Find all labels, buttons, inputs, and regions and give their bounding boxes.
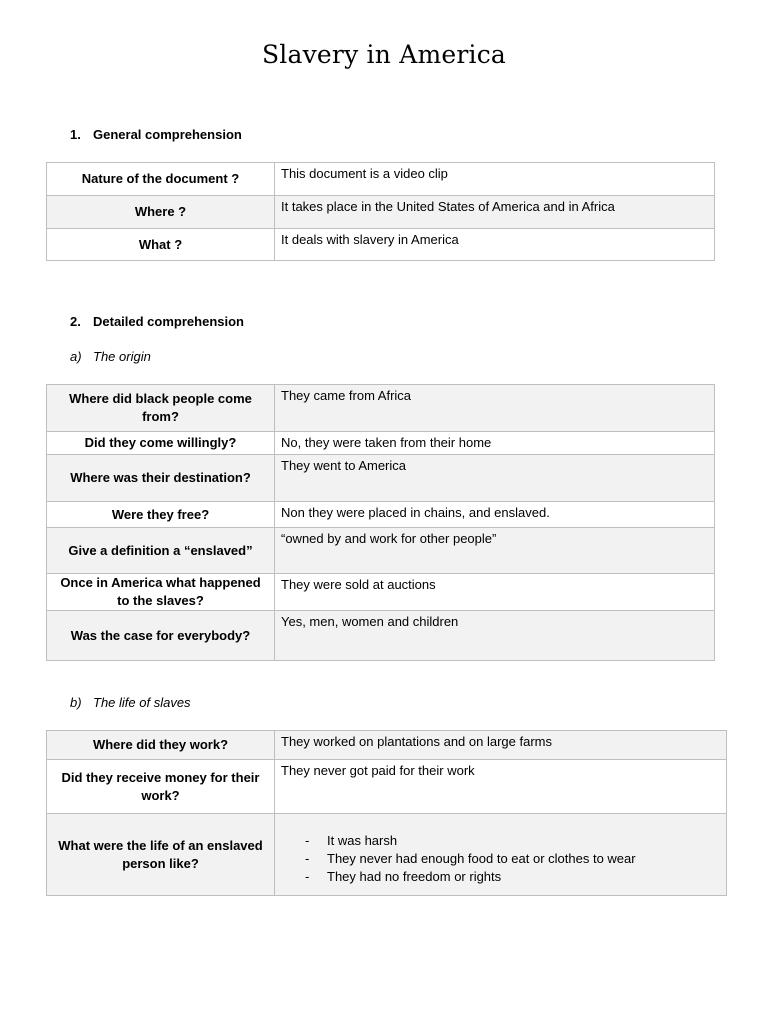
table-row <box>47 196 715 229</box>
section-number: 1. <box>70 127 81 142</box>
answer-cell: No, they were taken from their home <box>275 432 715 455</box>
answer-cell: Yes, men, women and children <box>275 611 715 661</box>
table-row <box>47 229 715 261</box>
subheading-text: The life of slaves <box>93 695 191 710</box>
answer-cell: They worked on plantations and on large farms <box>275 731 727 760</box>
question-cell: Were they free? <box>47 502 275 528</box>
answer-cell: They came from Africa <box>275 385 715 432</box>
question-cell: What ? <box>47 229 275 261</box>
general-comprehension-table <box>46 162 715 261</box>
subheading-text: The origin <box>93 349 151 364</box>
section-heading-text: General comprehension <box>93 127 242 142</box>
table-row <box>47 455 715 502</box>
table-row <box>47 760 727 814</box>
answer-cell: They never got paid for their work <box>275 760 727 814</box>
question-cell: Did they receive money for their work? <box>47 760 275 814</box>
question-cell: Nature of the document ? <box>47 163 275 196</box>
answer-cell: It takes place in the United States of America and in Africa <box>275 196 715 229</box>
answer-bullet-list <box>281 832 720 886</box>
life-of-slaves-table <box>46 730 727 896</box>
question-cell: Where was their destination? <box>47 455 275 502</box>
question-cell: What were the life of an enslaved person like? <box>47 814 275 896</box>
question-cell: Where did they work? <box>47 731 275 760</box>
section-heading-detailed <box>70 314 244 329</box>
table-row <box>47 814 727 896</box>
subheading-letter: b) <box>70 695 82 710</box>
table-row <box>47 163 715 196</box>
table-row <box>47 528 715 574</box>
question-cell: Did they come willingly? <box>47 432 275 455</box>
table-row <box>47 611 715 661</box>
list-item: - It was harsh <box>305 832 720 850</box>
table-row <box>47 385 715 432</box>
answer-cell: It deals with slavery in America <box>275 229 715 261</box>
question-cell: Where ? <box>47 196 275 229</box>
question-cell: Once in America what happened to the slaves? <box>47 574 275 611</box>
answer-cell: “owned by and work for other people” <box>275 528 715 574</box>
table-row <box>47 502 715 528</box>
subheading-origin <box>70 349 151 364</box>
answer-cell: They were sold at auctions <box>275 574 715 611</box>
list-item: - They never had enough food to eat or clothes to wear <box>305 850 720 868</box>
answer-cell: Non they were placed in chains, and enslaved. <box>275 502 715 528</box>
question-cell: Was the case for everybody? <box>47 611 275 661</box>
list-item: - They had no freedom or rights <box>305 868 720 886</box>
origin-table <box>46 384 715 661</box>
section-heading-text: Detailed comprehension <box>93 314 244 329</box>
answer-cell: This document is a video clip <box>275 163 715 196</box>
subheading-life-of-slaves <box>70 695 191 710</box>
document-title: Slavery in America <box>261 40 507 69</box>
question-cell: Give a definition a “enslaved” <box>47 528 275 574</box>
answer-cell <box>275 814 727 896</box>
subheading-letter: a) <box>70 349 82 364</box>
section-number: 2. <box>70 314 81 329</box>
section-heading-general <box>70 127 242 142</box>
table-row <box>47 574 715 611</box>
table-row <box>47 731 727 760</box>
answer-cell: They went to America <box>275 455 715 502</box>
table-row <box>47 432 715 455</box>
question-cell: Where did black people come from? <box>47 385 275 432</box>
